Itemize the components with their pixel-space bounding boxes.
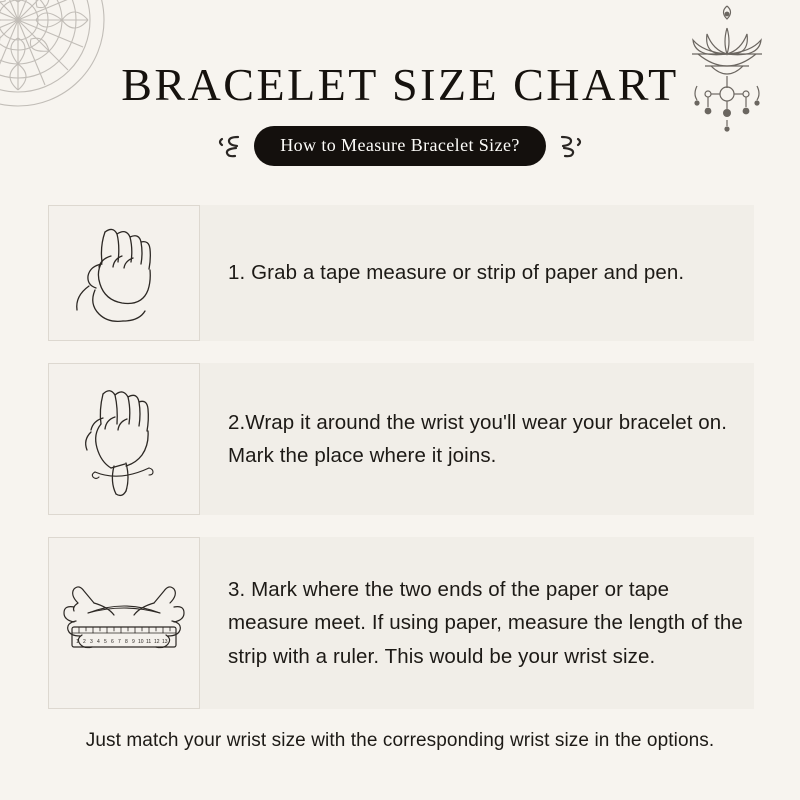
- subtitle-pill: How to Measure Bracelet Size?: [254, 126, 546, 166]
- page-title: BRACELET SIZE CHART: [121, 59, 679, 110]
- svg-text:2: 2: [83, 639, 86, 645]
- step-3-illustration: [48, 537, 200, 709]
- hands-measuring-paper-strip-with-ruler-illustration-icon: [54, 563, 194, 683]
- hand-fist-with-tape-illustration-icon: [59, 212, 189, 334]
- list-item: [48, 205, 754, 341]
- footer-note: Just match your wrist size with the corresponding wrist size in the options.: [85, 730, 715, 751]
- svg-text:5: 5: [104, 639, 107, 645]
- step-1-illustration: [48, 205, 200, 341]
- svg-text:8: 8: [125, 639, 128, 645]
- hand-with-tape-around-wrist-illustration-icon: [59, 370, 189, 508]
- steps-list: [48, 205, 754, 731]
- svg-text:12: 12: [154, 639, 160, 645]
- svg-text:3: 3: [90, 639, 93, 645]
- list-item: [48, 537, 754, 709]
- flourish-right-icon: [558, 132, 584, 160]
- subtitle-banner: [0, 126, 800, 166]
- svg-text:7: 7: [118, 639, 121, 645]
- list-item: [48, 363, 754, 515]
- step-3-text: 3. Mark where the two ends of the paper or tape measure meet. If using paper, measure the length of the strip with a ruler. This would be your wrist size.: [228, 578, 743, 668]
- flourish-left-icon: [216, 132, 242, 160]
- svg-text:4: 4: [97, 639, 100, 645]
- step-2-illustration: [48, 363, 200, 515]
- step-1-text: 1. Grab a tape measure or strip of paper and pen.: [228, 261, 685, 285]
- svg-text:11: 11: [146, 639, 152, 645]
- svg-text:9: 9: [132, 639, 135, 645]
- svg-text:10: 10: [138, 639, 144, 645]
- svg-text:13: 13: [162, 639, 168, 645]
- step-2-text: 2.Wrap it around the wrist you'll wear your bracelet on. Mark the place where it joins.: [228, 410, 728, 467]
- svg-text:6: 6: [111, 639, 114, 645]
- svg-text:1: 1: [76, 639, 79, 645]
